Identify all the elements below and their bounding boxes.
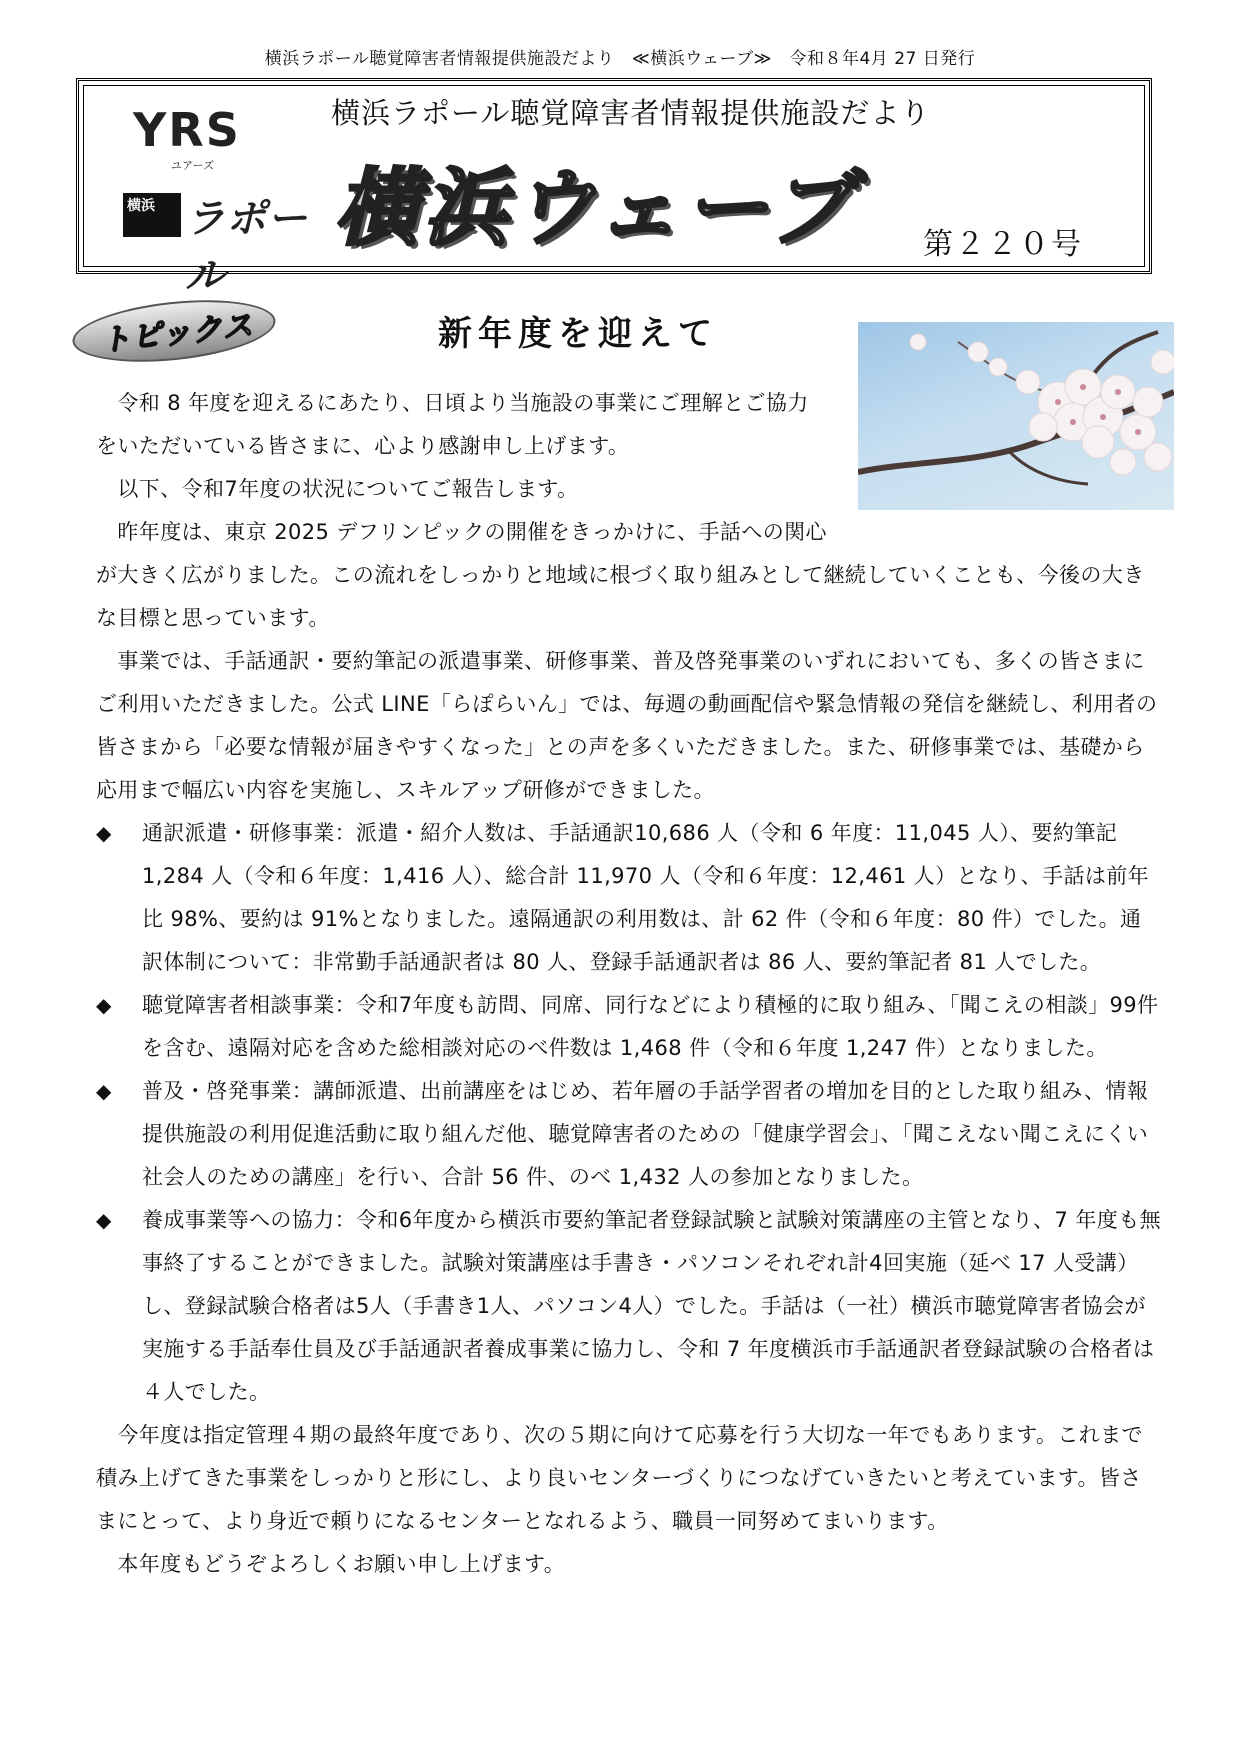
bullet-item (96, 984, 1162, 1070)
intro-line-3: 以下、令和7年度の状況についてご報告します。 (96, 477, 579, 501)
masthead (76, 78, 1152, 299)
article-heading: 新年度を迎えて (438, 314, 718, 354)
bullet-item (96, 812, 1162, 984)
bullet-item (96, 1070, 1162, 1199)
intro-line-1: 令和 8 年度を迎えるにあたり、日頃より当施設の事業にご理解とご協力 (96, 391, 809, 415)
diamond-bullet-icon: ◆ (96, 821, 112, 845)
intro-line-2: をいただいている皆さまに、心より感謝申し上げます。 (96, 434, 630, 458)
rapole-logo-text: ラポール (185, 196, 308, 299)
bullet-item (96, 1199, 1162, 1414)
diamond-bullet-icon: ◆ (96, 1208, 112, 1232)
bullet-text-consultation: 聴覚障害者相談事業：令和7年度も訪問、同席、同行などにより積極的に取り組み、「聞こえの相談」99件を含む、遠隔対応を含めた総相談対応のべ件数は 1,468 件（令和６年度 1,247 件）となりました。 (142, 993, 1159, 1060)
bullet-text-interpreting: 通訳派遣・研修事業：派遣・紹介人数は、手話通訳10,686 人（令和 6 年度：11,045 人）、要約筆記1,284 人（令和６年度：1,416 人）、総合計 11,970 人（令和６年度：12,461 人）となり、手話は前年比 98%、要約は 91%となりました。遠隔通訳の利用数は、計 62 件（令和６年度：80 件）でした。通訳体制について：非常勤手話通訳者は 80 人、登録手話通訳者は 86 人、要約筆記者 81 人でした。 (142, 821, 1150, 974)
topics-badge (72, 302, 272, 359)
intro-line-4: 昨年度は、東京 2025 デフリンピックの開催をきっかけに、手話への関心 (96, 520, 827, 544)
cherry-blossom-photo (858, 322, 1174, 510)
rapole-logo (123, 181, 323, 299)
bullet-text-training: 養成事業等への協力：令和6年度から横浜市要約筆記者登録試験と試験対策講座の主管となり、7 年度も無事終了することができました。試験対策講座は手書き・パソコンそれぞれ計4回実施（延べ 17 人受講）し、登録試験合格者は5人（手書き1人、パソコン4人）でした。手話は（一社）横浜市聴覚障害者協会が実施する手話奉仕員及び手話通訳者養成事業に協力し、令和 7 年度横浜市手話通訳者登録試験の合格者は４人でした。 (142, 1208, 1161, 1404)
paragraph-business: 事業では、手話通訳・要約筆記の派遣事業、研修事業、普及啓発事業のいずれにおいても、多くの皆さまにご利用いただきました。公式 LINE「らぽらいん」では、毎週の動画配信や緊急情報の発信を継続し、利用者の皆さまから「必要な情報が届きやすくなった」との声を多くいただきました。また、研修事業では、基礎から応用まで幅広い内容を実施し、スキルアップ研修ができました。 (96, 649, 1158, 802)
cherry-blossom-illustration (858, 322, 1174, 510)
rapole-logo-box: 横浜 (123, 193, 181, 237)
masthead-subtitle: 横浜ラポール聴覚障害者情報提供施設だより (331, 96, 931, 130)
topics-badge-label: トピックス (98, 308, 256, 359)
issue-number: 第２２０号 (923, 227, 1083, 262)
diamond-bullet-icon: ◆ (96, 993, 112, 1017)
yrs-sub-label: ユアーズ (171, 159, 215, 172)
paragraph-deaflympics: が大きく広がりました。この流れをしっかりと地域に根づく取り組みとして継続していくことも、今後の大きな目標と思っています。 (96, 563, 1145, 630)
bullet-text-outreach: 普及・啓発事業：講師派遣、出前講座をはじめ、若年層の手話学習者の増加を目的とした取り組み、情報提供施設の利用促進活動に取り組んだ他、聴覚障害者のための「健康学習会」、「聞こえない聞こえにくい社会人のための講座」を行い、合計 56 件、のべ 1,432 人の参加となりました。 (142, 1079, 1149, 1189)
header-line: 横浜ラポール聴覚障害者情報提供施設だより ≪横浜ウェーブ≫ 令和８年4月 27 日発行 (264, 49, 976, 69)
closing-paragraph: 今年度は指定管理４期の最終年度であり、次の５期に向けて応募を行う大切な一年でもあります。これまで積み上げてきた事業をしっかりと形にし、より良いセンターづくりにつなげていきたいと考えています。皆さまにとって、より身近で頼りになるセンターとなれるよう、職員一同努めてまいります。 (96, 1423, 1143, 1533)
yrs-logo: YRS (133, 103, 241, 157)
diamond-bullet-icon: ◆ (96, 1079, 112, 1103)
closing-greeting: 本年度もどうぞよろしくお願い申し上げます。 (96, 1552, 566, 1576)
masthead-title: 横浜ウェーブ (335, 159, 856, 257)
